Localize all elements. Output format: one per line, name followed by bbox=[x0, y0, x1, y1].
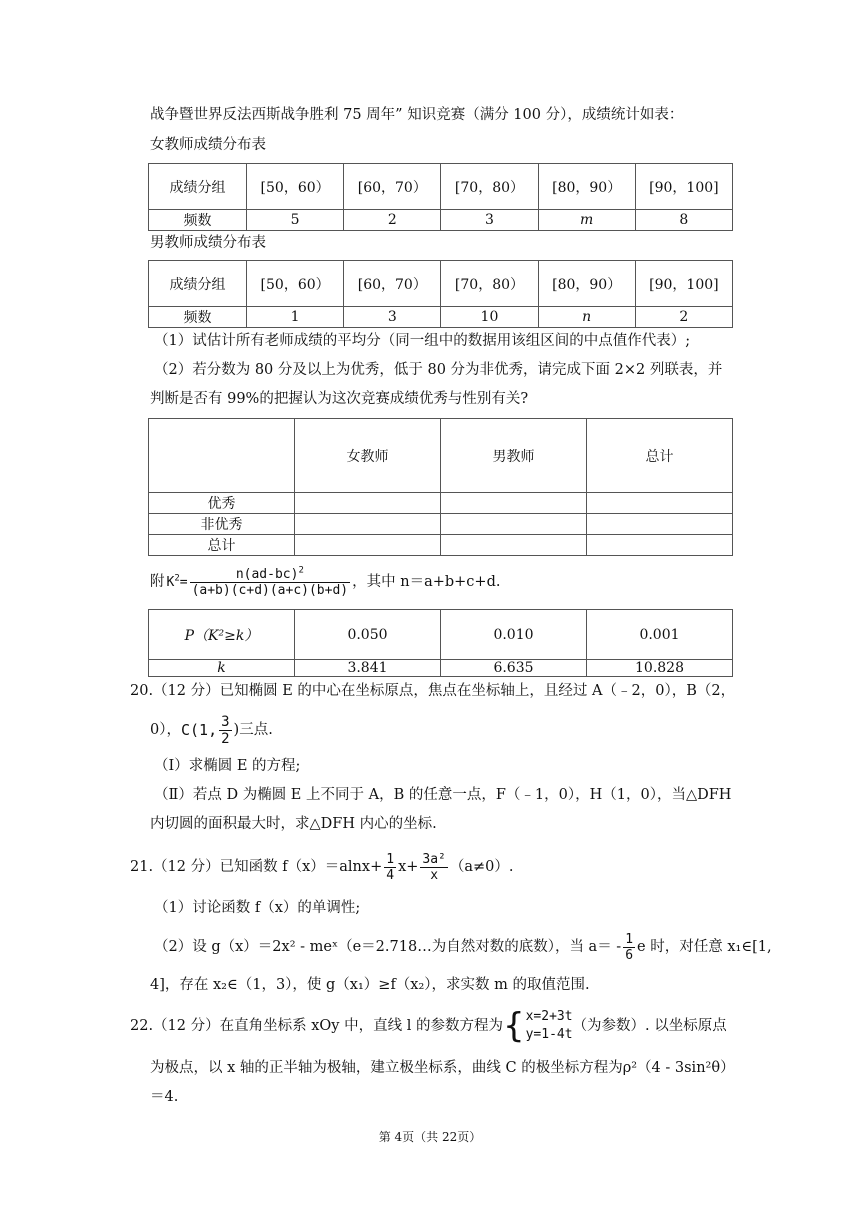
parametric-equations bbox=[526, 1008, 573, 1043]
table-cell: [50，60） bbox=[247, 164, 344, 210]
problem-20-part-1: （Ⅰ）求椭圆 E 的方程; bbox=[154, 758, 301, 774]
table-cell: 3.841 bbox=[295, 660, 441, 677]
table-row bbox=[149, 493, 733, 514]
problem-21-line-1 bbox=[130, 845, 514, 889]
question-2-line-1: （2）若分数为 80 分及以上为优秀，低于 80 分为非优秀，请完成下面 2×2 列联表，并 bbox=[154, 362, 723, 378]
table-cell: 8 bbox=[635, 210, 732, 231]
formula-fraction bbox=[190, 565, 351, 598]
table-cell: m bbox=[538, 210, 635, 231]
equation-x: x=2+3t bbox=[525, 1009, 573, 1025]
table-cell: [60，70） bbox=[344, 261, 441, 307]
female-score-table bbox=[148, 163, 733, 231]
table-cell bbox=[441, 535, 587, 556]
table-cell: 5 bbox=[247, 210, 344, 231]
table-cell: 0.050 bbox=[295, 610, 441, 660]
table-cell bbox=[587, 493, 733, 514]
table-cell bbox=[441, 493, 587, 514]
formula-lhs bbox=[166, 573, 188, 590]
brace-icon: { bbox=[502, 1006, 525, 1046]
problem-22-lead: 22.（12 分）在直角坐标系 xOy 中，直线 l 的参数方程为 bbox=[130, 1017, 503, 1034]
fraction-numerator: 1 bbox=[625, 931, 634, 947]
female-table-title: 女教师成绩分布表 bbox=[150, 137, 266, 153]
table-row bbox=[149, 261, 733, 307]
problem-21-part-2-tail: e 时，对任意 x₁∈[1, bbox=[637, 938, 772, 955]
table-cell: 2 bbox=[635, 307, 732, 328]
table-cell: 总计 bbox=[587, 419, 733, 493]
table-cell: [70，80） bbox=[441, 164, 538, 210]
problem-22-tail: （为参数）. 以坐标原点 bbox=[572, 1017, 727, 1034]
table-cell: 优秀 bbox=[149, 493, 295, 514]
table-cell: P（K²≥k） bbox=[149, 610, 295, 660]
table-cell: k bbox=[149, 660, 295, 677]
table-cell: 男教师 bbox=[441, 419, 587, 493]
fraction-one-quarter bbox=[384, 853, 396, 882]
formula-numerator-text: n(ad-bc) bbox=[235, 566, 299, 582]
table-cell: [50，60） bbox=[247, 261, 344, 307]
fraction-numerator: 3a² bbox=[422, 851, 446, 867]
point-c-fraction bbox=[219, 715, 231, 746]
table-cell: [90，100] bbox=[635, 164, 732, 210]
fraction-3a-squared-over-x bbox=[420, 853, 447, 882]
table-cell: 10 bbox=[441, 307, 538, 328]
table-cell bbox=[441, 514, 587, 535]
table-cell: 频数 bbox=[149, 307, 247, 328]
table-cell: 10.828 bbox=[587, 660, 733, 677]
fraction-denominator: 6 bbox=[625, 947, 634, 963]
formula-prefix: 附 bbox=[150, 573, 165, 590]
table-row bbox=[149, 535, 733, 556]
formula-lhs-k: K bbox=[166, 574, 175, 590]
fraction-one-sixth bbox=[623, 933, 635, 962]
table-cell bbox=[587, 514, 733, 535]
table-cell: [90，100] bbox=[635, 261, 732, 307]
problem-21-part-2-line-1 bbox=[154, 925, 772, 969]
point-c: C(1, bbox=[180, 720, 218, 739]
fraction-denominator: x bbox=[430, 867, 439, 883]
fraction-numerator: 1 bbox=[386, 851, 395, 867]
formula-numerator-exp: 2 bbox=[298, 565, 304, 576]
table-cell: 3 bbox=[441, 210, 538, 231]
table-cell bbox=[587, 535, 733, 556]
point-c-numerator: 3 bbox=[221, 713, 230, 730]
table-cell: 1 bbox=[247, 307, 344, 328]
problem-22-line-3: ＝4. bbox=[150, 1089, 179, 1105]
table-cell bbox=[149, 419, 295, 493]
point-c-denominator: 2 bbox=[221, 730, 230, 747]
table-cell: n bbox=[538, 307, 635, 328]
contingency-table bbox=[148, 418, 733, 556]
table-cell: 非优秀 bbox=[149, 514, 295, 535]
table-cell: 3 bbox=[344, 307, 441, 328]
question-1: （1）试估计所有老师成绩的平均分（同一组中的数据用该组区间的中点值作代表）; bbox=[154, 333, 691, 349]
table-cell: 女教师 bbox=[295, 419, 441, 493]
table-cell: [80，90） bbox=[538, 164, 635, 210]
table-cell: 成绩分组 bbox=[149, 164, 247, 210]
problem-22-line-1 bbox=[130, 1003, 727, 1049]
problem-20-line-1: 20.（12 分）已知椭圆 E 的中心在坐标原点，焦点在坐标轴上，且经过 A（﹣2，0），B（2， bbox=[130, 683, 736, 699]
table-cell: [60，70） bbox=[344, 164, 441, 210]
table-row bbox=[149, 514, 733, 535]
problem-21-mid: x+ bbox=[398, 858, 419, 875]
critical-value-table bbox=[148, 609, 733, 677]
table-cell: [80，90） bbox=[538, 261, 635, 307]
problem-20-line-2 bbox=[150, 710, 273, 750]
table-cell: 6.635 bbox=[441, 660, 587, 677]
problem-22-line-2: 为极点，以 x 轴的正半轴为极轴，建立极坐标系，曲线 C 的极坐标方程为ρ²（4 - 3sin²θ） bbox=[150, 1060, 735, 1076]
problem-20-part-2-line-2: 内切圆的面积最大时，求△DFH 内心的坐标. bbox=[150, 816, 437, 832]
intro-line: 战争暨世界反法西斯战争胜利 75 周年” 知识竞赛（满分 100 分），成绩统计如表： bbox=[150, 107, 684, 123]
table-cell: 2 bbox=[344, 210, 441, 231]
problem-21-part-2-lead: （2）设 g（x）＝2x² - meˣ（e＝2.718…为自然对数的底数），当 a＝ - bbox=[154, 938, 622, 955]
problem-21-part-2-line-2: 4]，存在 x₂∈（1，3），使 g（x₁）≥f（x₂），求实数 m 的取值范围. bbox=[150, 977, 590, 993]
formula-denominator: (a+b)(c+d)(a+c)(b+d) bbox=[191, 582, 349, 598]
problem-20-part-2-line-1: （Ⅱ）若点 D 为椭圆 E 上不同于 A，B 的任意一点，F（﹣1，0），H（1，0），当△DFH bbox=[154, 787, 732, 803]
formula-numerator bbox=[190, 565, 351, 583]
problem-21-tail: （a≠0）. bbox=[449, 858, 514, 875]
problem-20-text-end: )三点. bbox=[233, 721, 273, 738]
table-row bbox=[149, 164, 733, 210]
formula-eq: = bbox=[179, 574, 188, 590]
table-cell: [70，80） bbox=[441, 261, 538, 307]
table-cell: 总计 bbox=[149, 535, 295, 556]
table-cell: 频数 bbox=[149, 210, 247, 231]
table-cell: 0.001 bbox=[587, 610, 733, 660]
equation-y: y=1-4t bbox=[525, 1027, 573, 1042]
table-cell: 0.010 bbox=[441, 610, 587, 660]
table-cell bbox=[295, 514, 441, 535]
formula-suffix: ，其中 n＝a+b+c+d. bbox=[352, 573, 501, 590]
table-row bbox=[149, 660, 733, 677]
formula-lhs-exp: 2 bbox=[174, 573, 180, 584]
table-row bbox=[149, 610, 733, 660]
question-2-line-2: 判断是否有 99%的把握认为这次竞赛成绩优秀与性别有关? bbox=[150, 391, 529, 407]
male-table-title: 男教师成绩分布表 bbox=[150, 235, 266, 251]
k-squared-formula bbox=[150, 560, 500, 604]
table-row bbox=[149, 307, 733, 328]
table-row bbox=[149, 419, 733, 493]
table-cell bbox=[295, 493, 441, 514]
problem-21-part-1: （1）讨论函数 f（x）的单调性; bbox=[154, 900, 361, 916]
fraction-denominator: 4 bbox=[386, 867, 395, 883]
male-score-table bbox=[148, 260, 733, 328]
table-row bbox=[149, 210, 733, 231]
table-cell: 成绩分组 bbox=[149, 261, 247, 307]
table-cell bbox=[295, 535, 441, 556]
page-footer: 第 4页（共 22页） bbox=[378, 1130, 482, 1144]
problem-20-text: 0）， bbox=[150, 721, 181, 738]
problem-21-lead: 21.（12 分）已知函数 f（x）＝alnx+ bbox=[130, 858, 383, 875]
